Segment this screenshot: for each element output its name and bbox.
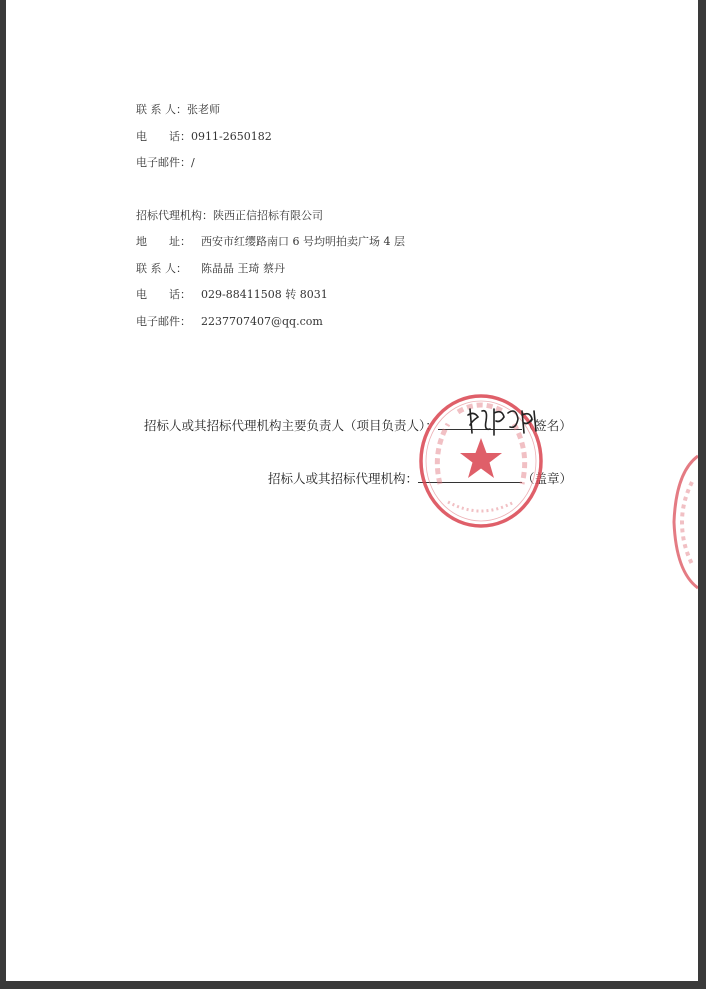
phone-label: 电 话：: [136, 130, 191, 143]
contact-person-value: 张老师: [187, 103, 220, 116]
agency-phone-label: 电 话：: [136, 288, 191, 301]
agency-label: 招标代理机构：: [136, 209, 213, 222]
address-label: 地 址：: [136, 235, 191, 248]
email-label: 电子邮件：: [136, 156, 191, 169]
leader-signature-label: 招标人或其招标代理机构主要负责人（项目负责人）：: [144, 418, 438, 433]
agency-value: 陕西正信招标有限公司: [213, 209, 323, 222]
contact-person-label: 联 系 人：: [136, 103, 187, 116]
document-page: [6, 0, 698, 981]
agency-contact-label: 联 系 人：: [136, 262, 187, 275]
agency-contact-value: 陈晶晶 王琦 蔡丹: [201, 262, 285, 275]
partial-seal-icon: [668, 452, 698, 592]
agency-email-value: 2237707407@qq.com: [201, 315, 323, 328]
phone-row: [136, 128, 272, 144]
agency-email-row: [136, 313, 323, 329]
address-value: 西安市红缨路南口 6 号均明拍卖广场 4 层: [201, 235, 405, 248]
agency-seal-label: 招标人或其招标代理机构：: [268, 471, 419, 486]
email-value: /: [191, 156, 195, 169]
agency-seal-suffix: （盖章）: [522, 471, 573, 486]
agency-phone-row: [136, 286, 328, 302]
agency-row: [136, 207, 323, 223]
address-row: [136, 233, 405, 249]
agency-phone-value: 029-88411508 转 8031: [201, 288, 328, 301]
handwritten-signature-icon: [466, 405, 542, 437]
contact-person-row: [136, 101, 220, 117]
agency-contact-row: [136, 260, 285, 276]
leader-signature-suffix: （签名）: [521, 418, 572, 433]
email-row: [136, 154, 195, 170]
phone-value: 0911-2650182: [191, 130, 272, 143]
agency-email-label: 电子邮件：: [136, 315, 191, 328]
